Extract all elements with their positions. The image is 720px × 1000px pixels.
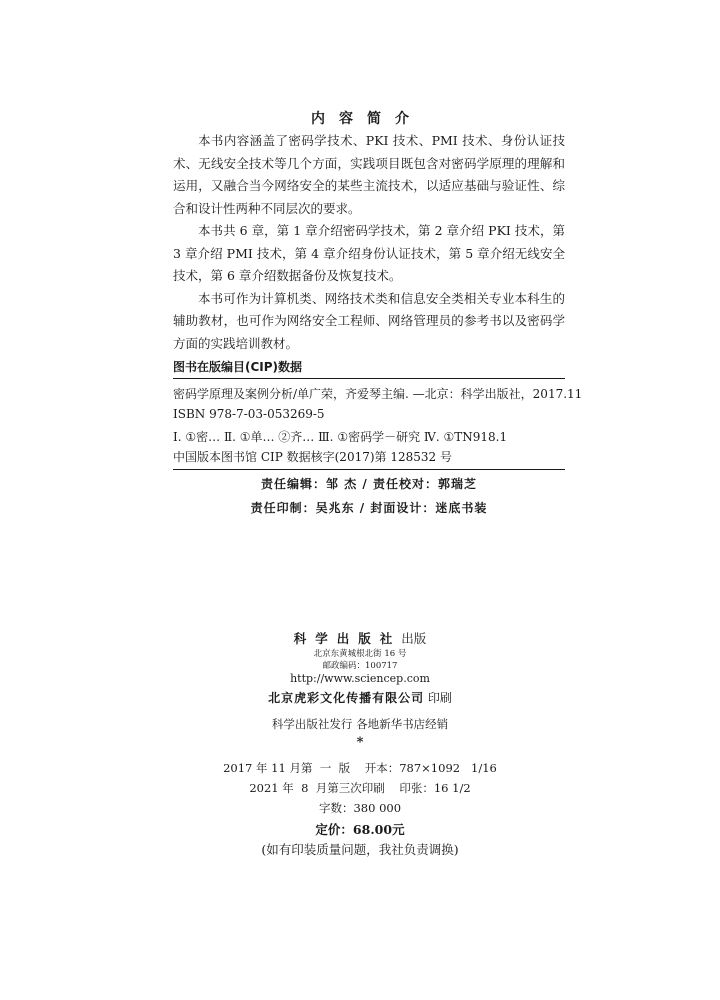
publisher-line xyxy=(0,630,720,648)
imprint-block xyxy=(0,630,720,750)
quality-note: (如有印装质量问题，我社负责调换) xyxy=(261,842,459,857)
separator-star: * xyxy=(356,735,364,750)
cip-bottom-rule xyxy=(173,469,565,470)
printer-name: 北京虎彩文化传播有限公司 xyxy=(268,691,425,705)
publisher-postcode: 邮政编码：100717 xyxy=(322,661,398,671)
summary-title: 内容简介 xyxy=(311,111,423,127)
printer-line xyxy=(0,688,720,708)
summary-paragraph-3: 本书可作为计算机类、网络技术类和信息安全类相关专业本科生的辅助教材，也可作为网络安全工程师、网络管理员的参考书以及密码学方面的实践培训教材。 xyxy=(173,290,565,351)
edition-line-2: 2021 年 8 月第三次印刷 印张：16 1/2 xyxy=(249,781,471,795)
cip-isbn-line: ISBN 978-7-03-053269-5 xyxy=(173,407,325,421)
summary-section xyxy=(173,130,565,355)
summary-paragraph-1: 本书内容涵盖了密码学技术、PKI 技术、PMI 技术、身份认证技术、无线安全技术等几个方面，实践项目既包含对密码学原理的理解和运用，又融合当今网络安全的某些主流技术，以适应基础与验证性、综合和设计性两种不同层次的要求。 xyxy=(173,133,565,216)
cip-classification-line: Ⅰ. ①密… Ⅱ. ①单… ②齐… Ⅲ. ①密码学－研究 Ⅳ. ①TN918.1 xyxy=(173,430,508,444)
printer-suffix: 印刷 xyxy=(427,691,452,705)
publisher-name: 科学出版社 xyxy=(293,631,402,646)
price: 定价：68.00元 xyxy=(315,822,405,837)
publisher-address: 北京东黄城根北街 16 号 xyxy=(313,649,407,659)
editors-line-1: 责任编辑：邹 杰 / 责任校对：郭瑞芝 xyxy=(261,477,477,491)
cip-block xyxy=(173,358,583,470)
distribution-line: 科学出版社发行 各地新华书店经销 xyxy=(271,717,449,731)
editors-line-2: 责任印制：吴兆东 / 封面设计：迷底书装 xyxy=(250,501,488,515)
edition-line-1: 2017 年 11 月第 一 版 开本：787×1092 1/16 xyxy=(223,761,497,775)
cip-heading: 图书在版编目(CIP)数据 xyxy=(173,358,565,379)
summary-paragraph-2: 本书共 6 章，第 1 章介绍密码学技术，第 2 章介绍 PKI 技术，第 3 章介绍 PMI 技术，第 4 章介绍身份认证技术，第 5 章介绍无线安全技术，第 6 章介绍数据备份及恢复技术。 xyxy=(173,223,565,283)
cip-number-line: 中国版本图书馆 CIP 数据核字(2017)第 128532 号 xyxy=(173,450,452,464)
publisher-suffix: 出版 xyxy=(401,631,427,646)
edition-block xyxy=(0,758,720,860)
publisher-url: http://www.sciencep.com xyxy=(290,672,430,685)
cip-title-line: 密码学原理及案例分析/单广荣，齐爱琴主编. —北京：科学出版社，2017.11 xyxy=(173,387,583,401)
word-count: 字数：380 000 xyxy=(318,801,402,815)
editors-block xyxy=(173,472,565,520)
